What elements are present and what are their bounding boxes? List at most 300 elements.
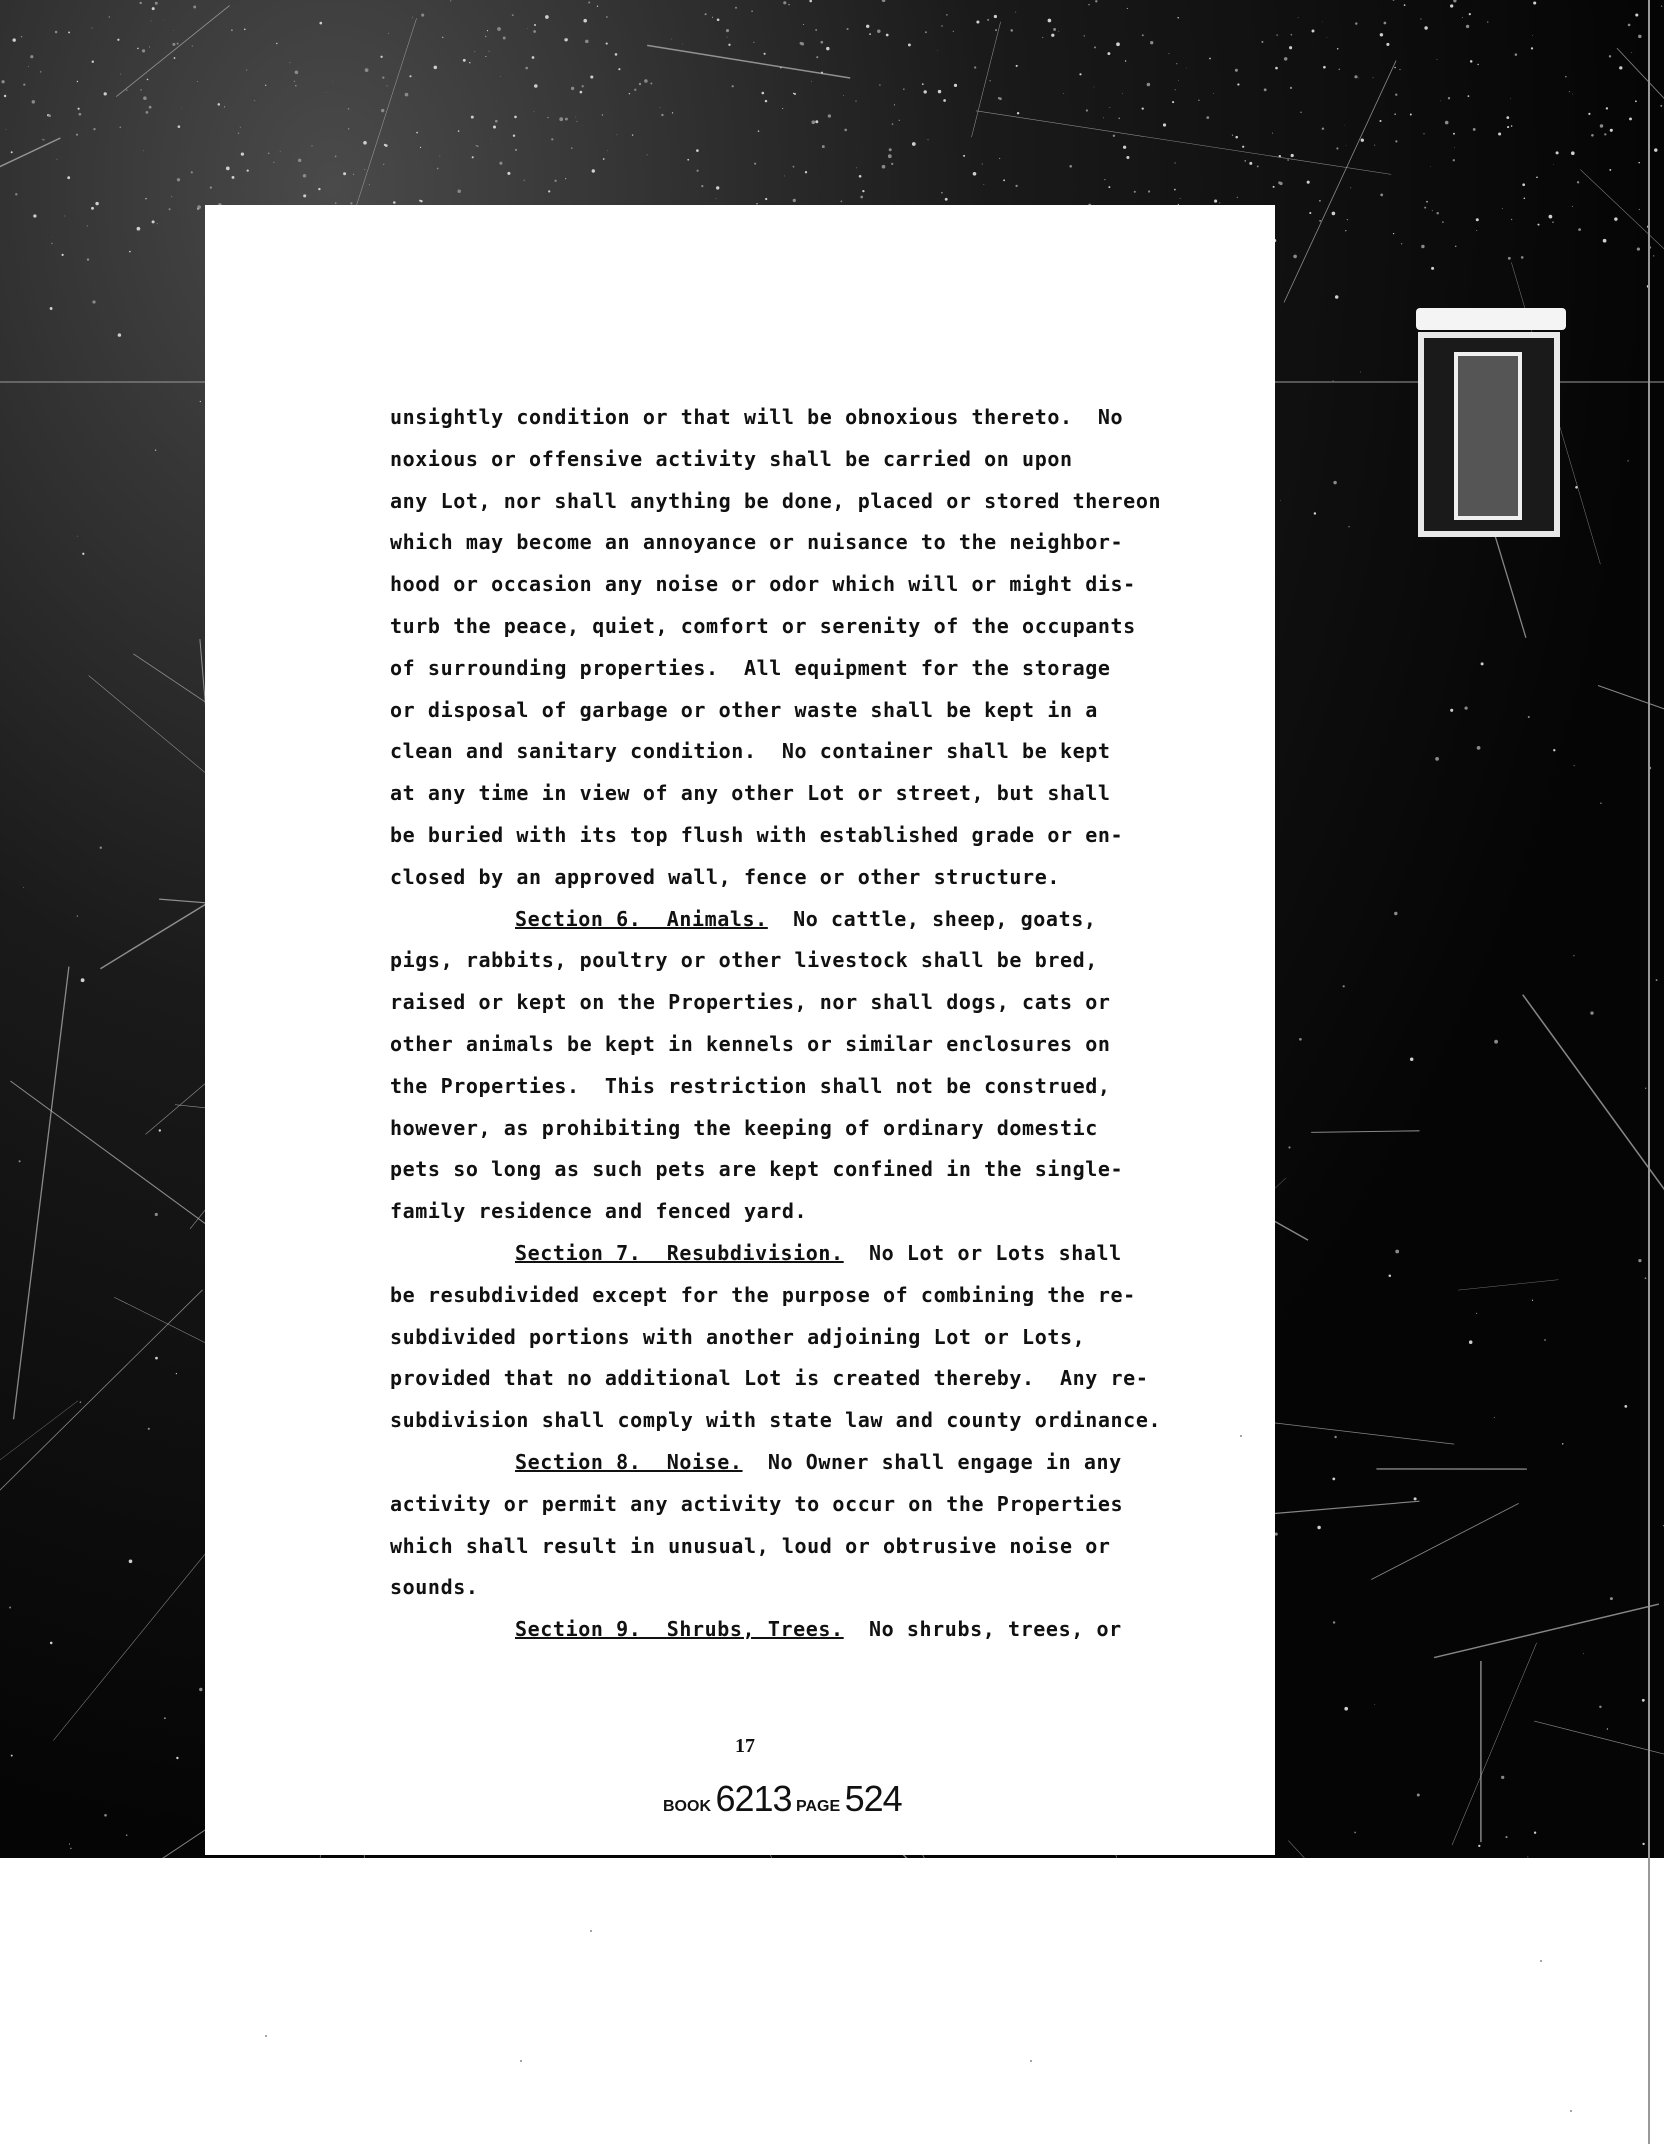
scan-scratch bbox=[0, 1290, 203, 1596]
scan-speck bbox=[1333, 380, 1334, 381]
body-line bbox=[390, 1032, 1190, 1056]
scan-speck bbox=[1574, 765, 1575, 766]
scan-speck bbox=[294, 81, 295, 82]
scan-speck bbox=[1389, 1275, 1392, 1278]
scan-speck bbox=[1393, 233, 1394, 234]
scan-scratch bbox=[116, 5, 229, 96]
scan-speck bbox=[1373, 77, 1374, 78]
scan-speck bbox=[886, 34, 889, 37]
scan-speck bbox=[1468, 95, 1470, 97]
section-heading: Section 7. Resubdivision. bbox=[515, 1241, 844, 1265]
scan-speck bbox=[199, 1688, 202, 1691]
scan-speck bbox=[1462, 17, 1463, 18]
scan-speck bbox=[1317, 1526, 1320, 1529]
scan-speck bbox=[1424, 26, 1427, 29]
body-line bbox=[390, 1283, 1190, 1307]
section-line bbox=[515, 1450, 1315, 1474]
scan-speck bbox=[1290, 87, 1292, 89]
scan-speck bbox=[1354, 1832, 1356, 1834]
scan-speck bbox=[1502, 208, 1503, 209]
scan-speck bbox=[149, 46, 150, 47]
scan-speck bbox=[1108, 186, 1110, 188]
binder-clip bbox=[1418, 332, 1560, 537]
scan-speck bbox=[493, 125, 496, 128]
scan-speck bbox=[1549, 215, 1553, 219]
scan-speck bbox=[1478, 1845, 1480, 1847]
scan-speck bbox=[178, 125, 181, 128]
scan-speck bbox=[499, 162, 502, 165]
body-line bbox=[390, 1534, 1190, 1558]
scan-speck bbox=[1094, 46, 1096, 48]
scan-speck bbox=[1395, 94, 1397, 96]
body-line bbox=[390, 823, 1190, 847]
scan-speck bbox=[79, 113, 82, 116]
section-line bbox=[515, 907, 1315, 931]
scan-speck bbox=[762, 92, 765, 95]
scan-scratch bbox=[0, 1401, 78, 1470]
line-text: or disposal of garbage or other waste shall be kept in a bbox=[390, 697, 1098, 722]
line-text: family residence and fenced yard. bbox=[390, 1199, 808, 1224]
scan-speck bbox=[152, 220, 155, 223]
scan-speck bbox=[409, 75, 411, 77]
scan-speck bbox=[1553, 164, 1554, 165]
scan-speck bbox=[571, 147, 573, 149]
scan-speck bbox=[1599, 1706, 1601, 1708]
scan-speck bbox=[1404, 4, 1406, 6]
body-line bbox=[390, 572, 1190, 596]
scan-speck bbox=[1180, 198, 1181, 199]
scan-speck bbox=[1661, 5, 1662, 6]
scan-speck bbox=[91, 207, 94, 210]
scan-speck bbox=[903, 89, 904, 90]
scan-speck bbox=[149, 106, 152, 109]
scan-speck bbox=[1430, 166, 1431, 167]
scan-speck bbox=[606, 16, 608, 18]
scan-speck bbox=[381, 109, 384, 112]
book-label: BOOK bbox=[663, 1798, 711, 1815]
scan-speck bbox=[386, 85, 387, 86]
scan-speck bbox=[1628, 24, 1631, 27]
scan-scratch bbox=[10, 1081, 230, 1242]
scan-speck bbox=[716, 186, 719, 189]
scan-speck bbox=[68, 31, 70, 33]
scan-speck bbox=[647, 154, 648, 155]
scan-speck bbox=[65, 216, 66, 217]
scan-scratch bbox=[1284, 61, 1396, 303]
scan-speck bbox=[1609, 55, 1611, 57]
scan-scratch bbox=[1434, 1604, 1659, 1658]
scan-speck bbox=[109, 16, 110, 17]
scan-speck bbox=[793, 199, 796, 202]
scan-scratch bbox=[976, 111, 1391, 175]
line-text: closed by an approved wall, fence or other structure. bbox=[390, 864, 1060, 889]
scan-speck bbox=[247, 169, 249, 171]
scan-speck bbox=[672, 112, 673, 113]
scan-speck bbox=[405, 93, 409, 97]
scan-speck bbox=[1148, 190, 1150, 192]
scan-speck bbox=[1435, 757, 1439, 761]
scan-speck bbox=[751, 10, 753, 12]
scan-speck bbox=[1426, 201, 1428, 203]
scan-speck bbox=[77, 536, 78, 537]
scan-speck bbox=[1528, 716, 1530, 718]
scan-speck bbox=[487, 30, 488, 31]
scan-scratch bbox=[1311, 1131, 1419, 1133]
scan-speck bbox=[1453, 133, 1455, 135]
scan-speck bbox=[899, 120, 900, 121]
scan-speck bbox=[1445, 121, 1449, 125]
scan-speck bbox=[48, 114, 51, 117]
scan-speck bbox=[1532, 1300, 1533, 1301]
scan-speck bbox=[9, 1607, 11, 1609]
scan-speck bbox=[1307, 181, 1310, 184]
scan-speck bbox=[938, 90, 941, 93]
margin-speck bbox=[1540, 1960, 1542, 1962]
scan-speck bbox=[1450, 709, 1453, 712]
scan-speck bbox=[1588, 113, 1590, 115]
scan-speck bbox=[1453, 159, 1455, 161]
scan-speck bbox=[364, 169, 365, 170]
page-reference: 524 bbox=[844, 1778, 902, 1819]
scan-speck bbox=[1003, 179, 1005, 181]
scan-speck bbox=[1624, 1405, 1627, 1408]
scan-speck bbox=[855, 101, 856, 102]
scan-speck bbox=[1126, 156, 1129, 159]
scan-speck bbox=[712, 17, 713, 18]
scan-speck bbox=[485, 36, 487, 38]
scan-speck bbox=[1088, 4, 1089, 5]
scan-speck bbox=[469, 62, 470, 63]
scan-speck bbox=[1556, 151, 1559, 154]
scan-speck bbox=[1104, 179, 1105, 180]
scan-speck bbox=[87, 258, 89, 260]
scan-speck bbox=[382, 76, 384, 78]
body-line bbox=[390, 739, 1190, 763]
scan-speck bbox=[826, 47, 829, 50]
scan-speck bbox=[847, 28, 849, 30]
margin-speck bbox=[590, 1930, 592, 1932]
scan-speck bbox=[1442, 221, 1444, 223]
scan-speck bbox=[1198, 100, 1200, 102]
scan-speck bbox=[534, 111, 535, 112]
scan-speck bbox=[1206, 116, 1209, 119]
scan-speck bbox=[298, 159, 301, 162]
scan-speck bbox=[1186, 68, 1187, 69]
scan-speck bbox=[882, 0, 886, 2]
scan-speck bbox=[1505, 1836, 1507, 1838]
scan-speck bbox=[1414, 1497, 1417, 1500]
scan-speck bbox=[1289, 46, 1292, 49]
scan-speck bbox=[176, 1373, 177, 1374]
scan-speck bbox=[1176, 63, 1177, 64]
scan-speck bbox=[137, 227, 141, 231]
scan-speck bbox=[335, 156, 337, 158]
scan-speck bbox=[143, 150, 144, 151]
section-line bbox=[515, 1241, 1315, 1265]
scan-speck bbox=[983, 184, 984, 185]
scan-speck bbox=[1477, 746, 1481, 750]
scan-speck bbox=[1174, 189, 1176, 191]
scan-speck bbox=[57, 159, 58, 160]
scan-speck bbox=[1374, 1704, 1375, 1705]
scan-speck bbox=[811, 120, 815, 124]
scan-speck bbox=[348, 128, 349, 129]
scan-speck bbox=[1178, 80, 1179, 81]
scan-speck bbox=[811, 81, 812, 82]
scan-speck bbox=[1147, 83, 1151, 87]
scan-speck bbox=[197, 205, 201, 209]
scan-speck bbox=[1552, 221, 1554, 223]
scan-speck bbox=[1455, 245, 1457, 247]
scan-speck bbox=[80, 1401, 82, 1403]
scan-speck bbox=[1424, 207, 1426, 209]
scan-speck bbox=[754, 163, 756, 165]
scan-speck bbox=[100, 847, 102, 849]
scan-speck bbox=[1399, 69, 1400, 70]
scan-speck bbox=[705, 13, 707, 15]
scan-speck bbox=[155, 2, 158, 5]
scan-speck bbox=[856, 168, 857, 169]
scan-speck bbox=[1344, 1707, 1348, 1711]
line-text: the Properties. This restriction shall not be construed, bbox=[390, 1073, 1111, 1098]
scan-speck bbox=[159, 1129, 161, 1131]
scan-speck bbox=[1123, 146, 1126, 149]
line-text: No Owner shall engage in any bbox=[742, 1450, 1122, 1474]
scan-speck bbox=[1637, 248, 1640, 251]
scan-speck bbox=[104, 1814, 107, 1817]
scan-speck bbox=[500, 76, 501, 77]
scan-speck bbox=[104, 92, 107, 95]
scan-speck bbox=[1627, 460, 1628, 461]
scan-speck bbox=[545, 15, 549, 19]
scan-speck bbox=[650, 83, 652, 85]
scan-speck bbox=[1374, 145, 1375, 146]
scan-speck bbox=[92, 300, 95, 303]
scan-speck bbox=[92, 61, 94, 63]
scan-speck bbox=[987, 19, 989, 21]
scan-speck bbox=[155, 1213, 158, 1216]
scan-speck bbox=[727, 37, 728, 38]
scan-speck bbox=[191, 171, 193, 173]
scan-speck bbox=[1084, 35, 1085, 36]
scan-scratch bbox=[133, 654, 208, 704]
scan-speck bbox=[571, 87, 574, 90]
scan-speck bbox=[485, 56, 486, 57]
scan-speck bbox=[717, 18, 720, 21]
scan-speck bbox=[809, 0, 812, 2]
scan-speck bbox=[1017, 112, 1019, 114]
scan-speck bbox=[1423, 133, 1424, 134]
scan-speck bbox=[1048, 19, 1052, 23]
scan-speck bbox=[701, 185, 703, 187]
scan-speck bbox=[1553, 749, 1555, 751]
scan-speck bbox=[442, 37, 443, 38]
scan-speck bbox=[1332, 1477, 1335, 1480]
scan-speck bbox=[1113, 135, 1115, 137]
scan-speck bbox=[1464, 706, 1467, 709]
scan-speck bbox=[1242, 146, 1244, 148]
scan-speck bbox=[172, 43, 175, 46]
scan-speck bbox=[1476, 218, 1479, 221]
scan-speck bbox=[1639, 209, 1640, 210]
scan-speck bbox=[491, 138, 492, 139]
body-line bbox=[390, 447, 1190, 471]
scan-speck bbox=[200, 401, 201, 402]
scan-speck bbox=[273, 162, 274, 163]
scan-speck bbox=[615, 53, 618, 56]
scan-speck bbox=[1288, 1146, 1290, 1148]
scan-speck bbox=[1527, 1856, 1528, 1857]
scan-speck bbox=[240, 127, 241, 128]
scan-speck bbox=[1506, 116, 1509, 119]
scan-speck bbox=[1219, 202, 1220, 203]
margin-speck bbox=[1030, 2060, 1032, 2062]
scan-speck bbox=[1572, 206, 1573, 207]
scan-speck bbox=[925, 31, 927, 33]
scan-speck bbox=[1544, 1339, 1546, 1341]
scan-speck bbox=[603, 158, 605, 160]
scan-speck bbox=[82, 553, 84, 555]
scan-speck bbox=[1261, 41, 1263, 43]
scan-speck bbox=[882, 165, 886, 169]
scan-speck bbox=[1410, 1058, 1414, 1062]
scan-speck bbox=[11, 151, 13, 153]
line-text: other animals be kept in kennels or similar enclosures on bbox=[390, 1032, 1111, 1056]
scan-speck bbox=[363, 141, 367, 145]
scan-speck bbox=[457, 190, 461, 194]
scan-speck bbox=[218, 103, 221, 106]
scan-speck bbox=[28, 66, 29, 67]
scan-speck bbox=[1508, 257, 1511, 260]
scan-speck bbox=[1469, 1340, 1473, 1344]
scan-speck bbox=[999, 158, 1000, 159]
scan-speck bbox=[1394, 912, 1397, 915]
scan-speck bbox=[1314, 512, 1316, 514]
scan-speck bbox=[889, 148, 892, 151]
scan-speck bbox=[1395, 1250, 1399, 1254]
scan-speck bbox=[1610, 129, 1613, 132]
scan-speck bbox=[146, 111, 149, 114]
scan-speck bbox=[4, 95, 6, 97]
scan-scratch bbox=[1458, 1280, 1558, 1290]
page-edge-line bbox=[1648, 0, 1650, 2144]
scan-speck bbox=[1015, 185, 1017, 187]
scan-speck bbox=[1656, 979, 1658, 981]
scan-scratch bbox=[1371, 1503, 1518, 1579]
scan-speck bbox=[1494, 1040, 1498, 1044]
scan-speck bbox=[784, 175, 785, 176]
scan-speck bbox=[440, 156, 441, 157]
scan-speck bbox=[783, 1, 786, 4]
scan-speck bbox=[869, 33, 871, 35]
scan-speck bbox=[1494, 1417, 1495, 1418]
scan-speck bbox=[335, 202, 337, 204]
scan-speck bbox=[534, 24, 536, 26]
scan-speck bbox=[1420, 19, 1421, 20]
scan-speck bbox=[1453, 0, 1456, 2]
scan-speck bbox=[70, 1848, 72, 1850]
scan-speck bbox=[1384, 22, 1387, 25]
scan-speck bbox=[548, 190, 550, 192]
scan-speck bbox=[419, 200, 421, 202]
scan-speck bbox=[1487, 22, 1488, 23]
scan-speck bbox=[412, 17, 413, 18]
scan-speck bbox=[554, 180, 556, 182]
scan-speck bbox=[841, 200, 843, 202]
scan-speck bbox=[575, 117, 576, 118]
scan-scratch bbox=[647, 45, 850, 78]
scan-speck bbox=[866, 25, 869, 28]
scan-speck bbox=[945, 198, 948, 201]
scan-speck bbox=[1361, 139, 1364, 142]
scan-speck bbox=[1354, 75, 1357, 78]
scan-speck bbox=[1466, 25, 1469, 28]
scan-speck bbox=[458, 130, 460, 132]
scan-speck bbox=[1380, 193, 1383, 196]
scan-speck bbox=[265, 85, 266, 86]
scan-speck bbox=[1476, 230, 1477, 231]
margin-speck bbox=[520, 2060, 522, 2062]
scan-speck bbox=[495, 120, 498, 123]
scan-speck bbox=[92, 28, 93, 29]
scan-speck bbox=[828, 114, 831, 117]
scan-speck bbox=[143, 96, 147, 100]
line-text: No shrubs, trees, or bbox=[843, 1617, 1122, 1642]
scan-speck bbox=[822, 145, 825, 148]
scan-speck bbox=[1603, 239, 1607, 243]
scan-speck bbox=[450, 0, 451, 1]
scan-speck bbox=[1280, 500, 1281, 501]
scan-speck bbox=[616, 134, 617, 135]
line-text: activity or permit any activity to occur on the Properties bbox=[390, 1491, 1124, 1516]
scan-speck bbox=[11, 1755, 13, 1757]
scan-speck bbox=[1333, 481, 1336, 484]
scan-speck bbox=[513, 134, 515, 136]
scan-scratch bbox=[972, 22, 1001, 137]
line-text: be buried with its top flush with established grade or en- bbox=[390, 823, 1124, 847]
body-line bbox=[390, 1116, 1190, 1140]
scan-speck bbox=[50, 1642, 53, 1645]
scan-speck bbox=[576, 121, 577, 122]
scan-speck bbox=[1287, 159, 1289, 161]
scan-speck bbox=[1275, 1533, 1278, 1536]
scan-speck bbox=[226, 167, 230, 171]
scan-speck bbox=[1273, 186, 1275, 188]
scan-speck bbox=[1213, 93, 1214, 94]
scan-speck bbox=[1355, 22, 1357, 24]
body-line bbox=[390, 1492, 1190, 1516]
scan-speck bbox=[1322, 127, 1324, 129]
scan-speck bbox=[1275, 67, 1278, 70]
scan-speck bbox=[1573, 955, 1574, 956]
scan-speck bbox=[661, 114, 663, 116]
scan-speck bbox=[565, 178, 566, 179]
scan-speck bbox=[151, 20, 152, 21]
scan-speck bbox=[1177, 17, 1178, 18]
scan-speck bbox=[551, 138, 553, 140]
scan-speck bbox=[497, 27, 501, 31]
scan-speck bbox=[164, 20, 165, 21]
body-line bbox=[390, 1074, 1190, 1098]
scan-speck bbox=[782, 108, 783, 109]
scan-speck bbox=[181, 107, 182, 108]
scan-speck bbox=[1300, 112, 1302, 114]
scan-speck bbox=[726, 29, 729, 32]
scan-speck bbox=[1237, 83, 1239, 85]
scan-speck bbox=[728, 44, 730, 46]
scan-speck bbox=[343, 172, 346, 175]
scan-speck bbox=[859, 175, 862, 178]
